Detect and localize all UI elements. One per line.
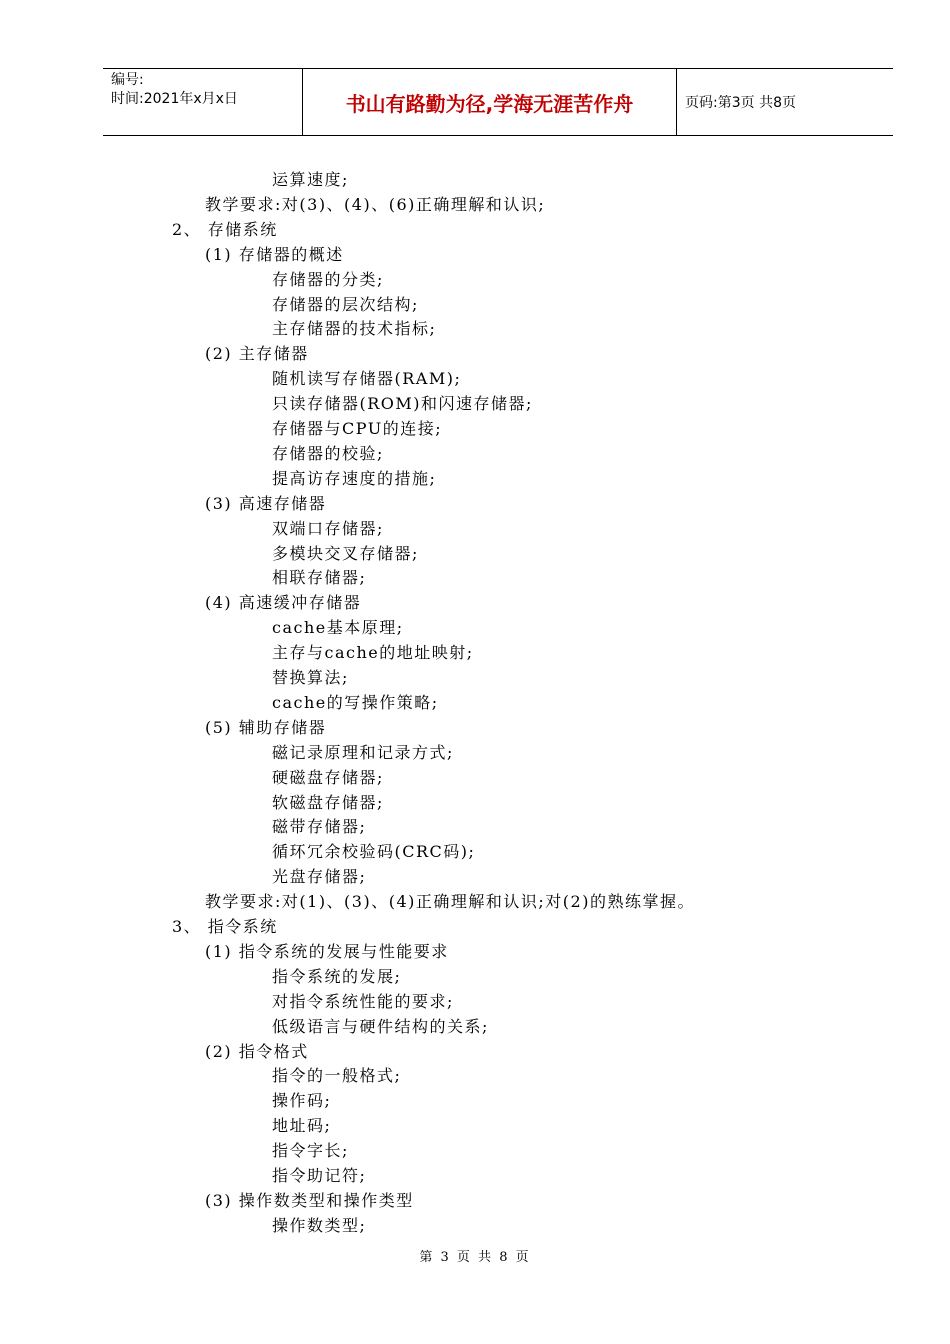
text-line: 操作数类型; <box>272 1215 367 1235</box>
text-line: 磁记录原理和记录方式; <box>272 742 454 762</box>
text-line: (3) 操作数类型和操作类型 <box>205 1190 414 1210</box>
text-line: 只读存储器(ROM)和闪速存储器; <box>272 394 533 414</box>
text-line: (2) 主存储器 <box>205 344 309 364</box>
text-line: 教学要求:对(3)、(4)、(6)正确理解和认识; <box>205 194 546 214</box>
text-line: cache的写操作策略; <box>272 692 439 712</box>
time-label: 时间:2021年x月x日 <box>111 91 238 107</box>
text-line: 多模块交叉存储器; <box>272 543 419 563</box>
text-line: 硬磁盘存储器; <box>272 767 384 787</box>
header-meta-cell <box>103 69 303 135</box>
text-line: 对指令系统性能的要求; <box>272 991 454 1011</box>
text-line: (1) 存储器的概述 <box>205 244 344 264</box>
text-line: 提高访存速度的措施; <box>272 468 437 488</box>
page-header <box>103 68 893 136</box>
text-line: (4) 高速缓冲存储器 <box>205 593 362 613</box>
text-line: 3、 指令系统 <box>172 917 278 936</box>
text-line: 双端口存储器; <box>272 518 384 538</box>
text-line: cache基本原理; <box>272 618 404 638</box>
page-footer: 第 3 页 共 8 页 <box>419 1250 531 1265</box>
text-line: 光盘存储器; <box>272 867 367 887</box>
text-line: (2) 指令格式 <box>205 1041 309 1061</box>
text-line: 地址码; <box>272 1116 332 1136</box>
text-line: (3) 高速存储器 <box>205 493 327 513</box>
text-line: 磁带存储器; <box>272 817 367 837</box>
text-line: 2、 存储系统 <box>172 219 278 239</box>
text-line: (1) 指令系统的发展与性能要求 <box>205 941 449 961</box>
text-line: 指令的一般格式; <box>272 1066 402 1086</box>
text-line: 软磁盘存储器; <box>272 792 384 812</box>
text-line: 操作码; <box>272 1091 332 1111</box>
text-line: 运算速度; <box>272 170 349 189</box>
text-line: 低级语言与硬件结构的关系; <box>272 1016 489 1036</box>
text-line: 教学要求:对(1)、(3)、(4)正确理解和认识;对(2)的熟练掌握。 <box>205 892 695 912</box>
text-line: 存储器的分类; <box>272 269 384 289</box>
text-line: 循环冗余校验码(CRC码); <box>272 842 476 862</box>
text-line: 指令系统的发展; <box>272 966 402 986</box>
text-line: 指令助记符; <box>272 1166 367 1185</box>
text-line: 存储器与CPU的连接; <box>272 419 443 438</box>
text-line: 替换算法; <box>272 668 349 687</box>
text-line: 相联存储器; <box>272 568 367 588</box>
text-line: 主存储器的技术指标; <box>272 319 437 339</box>
text-line: 指令字长; <box>272 1141 349 1161</box>
number-label: 编号: <box>111 72 144 88</box>
text-line: 存储器的层次结构; <box>272 294 419 314</box>
header-motto: 书山有路勤为径,学海无涯苦作舟 <box>303 69 677 135</box>
header-page-info: 页码:第3页 共8页 <box>685 95 796 111</box>
text-line: (5) 辅助存储器 <box>205 717 327 737</box>
text-line: 随机读写存储器(RAM); <box>272 369 462 389</box>
text-line: 主存与cache的地址映射; <box>272 643 474 663</box>
text-line: 存储器的校验; <box>272 443 384 463</box>
